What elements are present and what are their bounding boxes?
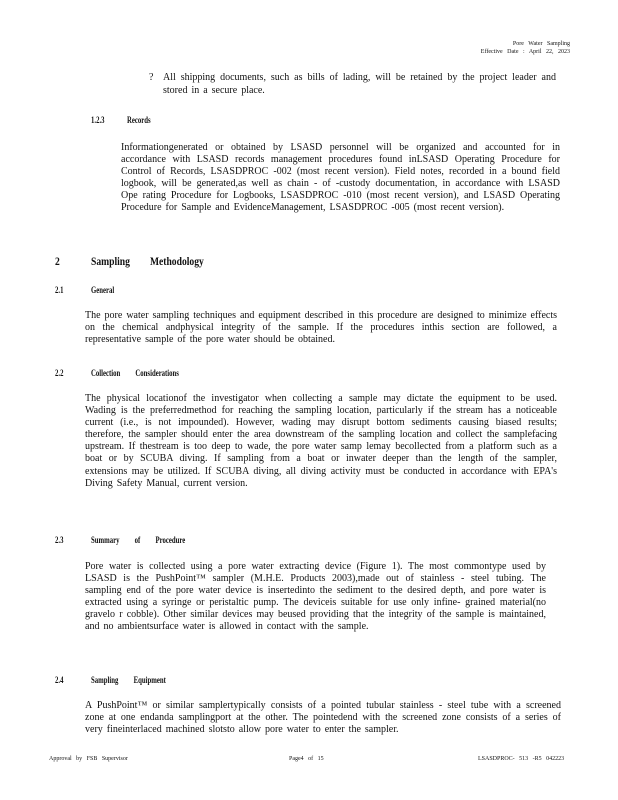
section-2-1-number: 2.1	[55, 285, 64, 295]
footer-doc-id: LSASDPROC- 513 -R5 042223	[478, 756, 565, 762]
section-2-4-number: 2.4	[55, 675, 64, 685]
section-2-number: 2	[55, 254, 60, 268]
section-2-2-text: The physical locationof the investigator when collecting a sample may dictate the equipment to be used. Wading is the preferredmethod for reaching the sampling location, particularly if the stream has a noticeable current (i.e., is not impounded). However, wading may disrupt bottom sediments causing biased results; therefore, the sampler should enter the area downstream of the sampling location and collect the samplefacing upstream. If thestream is too deep to wade, the pore water samp lemay becollected from a platform such as a boat or by SCUBA diving. If sampling from a boat or inwater deeper than the length of the sampler, extensions may be utilized. If SCUBA diving, all diving activity must be conducted in accordance with EPA's Diving Safety Manual, current version.	[85, 393, 557, 489]
section-2-4-text: A PushPoint™ or similar samplertypically consists of a pointed tubular stainless - steel tube with a screened zone at one endanda samplingport at the other. The pointedend with the screened zone consists of a series of very fineinterlaced machined slotsto allow pore water to enter the sampler.	[85, 700, 561, 736]
section-2-1-title: General	[91, 285, 115, 295]
section-2-4-title: Sampling Equipment	[91, 675, 166, 685]
section-2-title: Sampling Methodology	[91, 254, 204, 268]
section-1-2-3-title: Records	[127, 115, 151, 125]
header-doc-title: Pore Water Sampling	[512, 41, 570, 47]
bullet-marker: ?	[149, 72, 154, 83]
footer-page-number: Page4 of 15	[289, 756, 324, 762]
section-2-2-title: Collection Considerations	[91, 368, 179, 378]
section-2-3-text: Pore water is collected using a pore water extracting device (Figure 1). The most commontype used by LSASD is the PushPoint™ sampler (M.H.E. Products 2003),made out of stainless - steel tubing. The sampling end of the pore water device is insertedinto the sediment to the desired depth, and pore water is extracted using a syringe or peristaltic pump. The deviceis suitable for use only infine- grained material(no gravelo r cobble). Other similar devices may beused providing that the integrity of the sample is maintained, and no ambientsurface water is allowed in contact with the sample.	[85, 561, 546, 633]
section-2-3-number: 2.3	[55, 535, 64, 545]
bullet-text: All shipping documents, such as bills of lading, will be retained by the project leader and stored in a secure place.	[163, 72, 556, 96]
section-2-3-title: Summary of Procedure	[91, 535, 186, 545]
footer-approval: Approval by FSB Supervisor	[49, 756, 128, 762]
header-effective-date: Effective Date : April 22, 2023	[480, 49, 570, 55]
section-2-1-text: The pore water sampling techniques and equipment described in this procedure are designed to minimize effects on the chemical andphysical integrity of the sample. If the procedures inthis section are followed, a representative sample of the pore water should be obtained.	[85, 310, 557, 346]
section-2-2-number: 2.2	[55, 368, 64, 378]
section-1-2-3-text: Informationgenerated or obtained by LSASD personnel will be organized and accounted for in accordance with LSASD records management procedures found inLSASD Operating Procedure for Control of Records, LSASDPROC -002 (most recent version). Field notes, recorded in a bound field logbook, will be generated,as well as chain - of -custody documentation, in accordance with LSASD Ope rating Procedure for Logbooks, LSASDPROC -010 (most recent version), and LSASD Operating Procedure for Sample and EvidenceManagement, LSASDPROC -005 (most recent version).	[121, 142, 560, 214]
section-1-2-3-number: 1.2.3	[91, 115, 105, 125]
